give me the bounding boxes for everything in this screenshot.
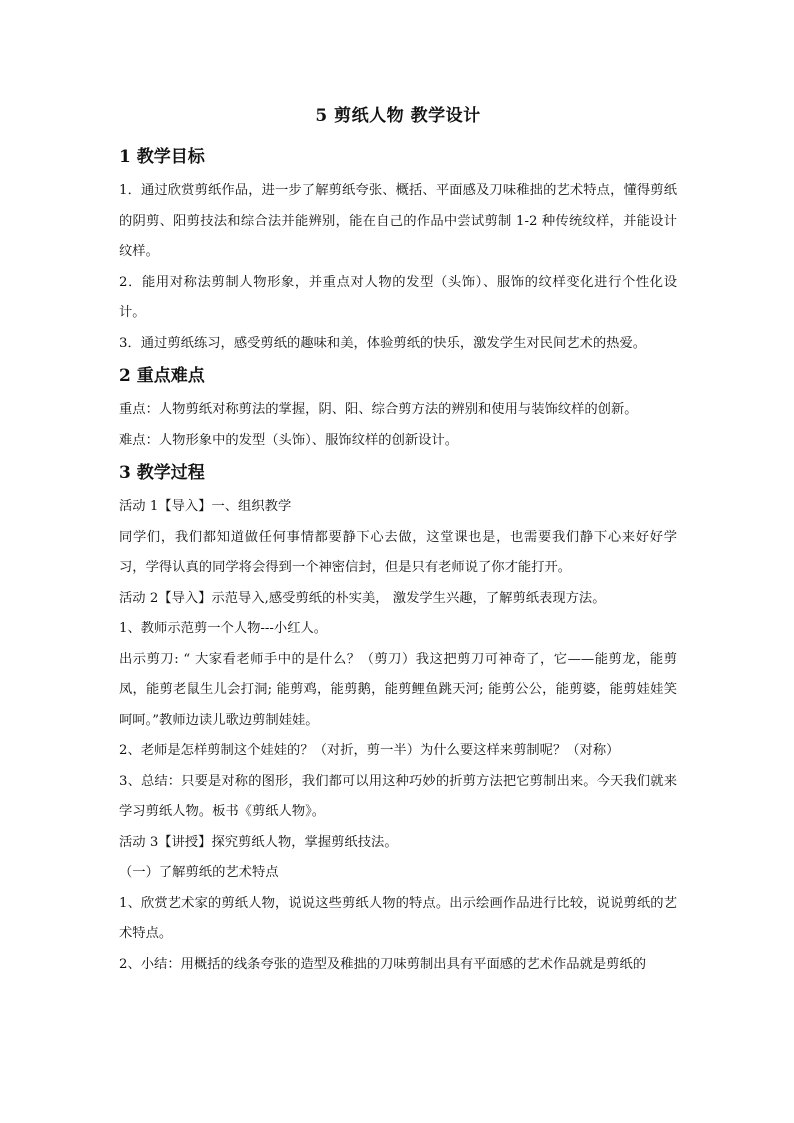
section-heading-objectives: 1 教学目标 (119, 147, 205, 167)
process-paragraph-8: 活动 3【讲授】探究剪纸人物，掌握剪纸技法。 (119, 834, 398, 850)
process-paragraph-2: 同学们，我们都知道做任何事情都要静下心去做，这堂课也是，也需要我们静下心来好好学习，学得认真的同学将会得到一个神密信封，但是只有老师说了你才能打开。 (119, 529, 677, 575)
document-page (119, 102, 677, 980)
process-paragraph-9: （一）了解剪纸的艺术特点 (119, 865, 279, 880)
process-paragraph-3: 活动 2【导入】示范导入,感受剪纸的朴实美， 激发学生兴趣，了解剪纸表现方法。 (119, 590, 606, 606)
objective-item-2: 2．能用对称法剪制人物形象，并重点对人物的发型（头饰）、服饰的纹样变化进行个性化设计。 (119, 274, 677, 320)
objective-item-3: 3．通过剪纸练习，感受剪纸的趣味和美，体验剪纸的快乐，激发学生对民间艺术的热爱。 (119, 335, 647, 351)
process-paragraph-4: 1、教师示范剪一个人物---小红人。 (119, 621, 328, 636)
process-paragraph-6: 2、老师是怎样剪制这个娃娃的？（对折，剪一半）为什么要这样来剪制呢？（对称） (119, 743, 620, 758)
process-paragraph-7: 3、总结：只要是对称的图形，我们都可以用这种巧妙的折剪方法把它剪制出来。今天我们就来学习剪纸人物。板书《剪纸人物》。 (119, 773, 677, 819)
process-paragraph-1: 活动 1【导入】一、组织教学 (119, 499, 292, 514)
section-heading-key-points: 2 重点难点 (119, 366, 205, 386)
section-heading-process: 3 教学过程 (119, 463, 205, 483)
difficulty-item: 难点：人物形象中的发型（头饰）、服饰纹样的创新设计。 (119, 432, 459, 448)
document-title: 5 剪纸人物 教学设计 (315, 106, 481, 126)
process-paragraph-11: 2、小结：用概括的线条夸张的造型及稚拙的刀味剪制出具有平面感的艺术作品就是剪纸的 (119, 956, 647, 972)
process-paragraph-10: 1、欣赏艺术家的剪纸人物，说说这些剪纸人物的特点。出示绘画作品进行比较，说说剪纸的艺术特点。 (119, 895, 677, 941)
process-paragraph-5: 出示剪刀: “ 大家看老师手中的是什么？（剪刀）我这把剪刀可神奇了，它——能剪龙，能剪凤，能剪老鼠生儿会打洞; 能剪鸡，能剪鹅，能剪鲤鱼跳天河; 能剪公公，能剪婆，能剪娃娃笑呵呵。”教师边读儿歌边剪制娃娃。 (119, 651, 677, 728)
key-point-item: 重点：人物剪纸对称剪法的掌握，阴、阳、综合剪方法的辨别和使用与装饰纹样的创新。 (119, 402, 638, 417)
objective-item-1: 1．通过欣赏剪纸作品，进一步了解剪纸夸张、概括、平面感及刀味稚拙的艺术特点，懂得剪纸的阴剪、阳剪技法和综合法并能辨别，能在自己的作品中尝试剪制 1-2 种传统纹样，并能设计纹样。 (119, 183, 677, 259)
